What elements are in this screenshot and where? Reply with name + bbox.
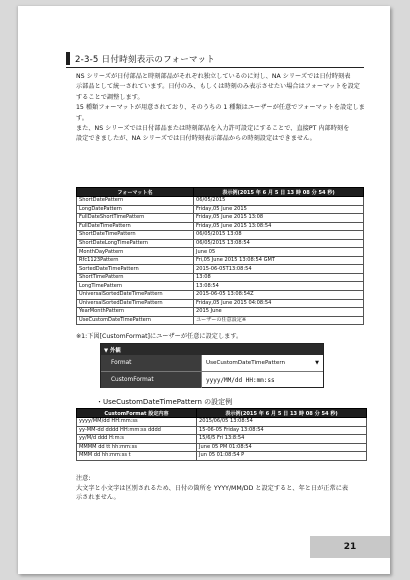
table-cell: ShortDateTimePattern [77,231,194,240]
table-cell: 2015-06-05 13:08:54Z [194,291,364,300]
table-cell: ShortDateLongTimePattern [77,239,194,248]
table-cell: 15-06-05 Friday 13:08:54 [197,426,367,435]
table-cell: UniversalSortedDateTimePattern [77,291,194,300]
table-cell: yyyy/MM/dd HH:mm:ss [77,418,197,427]
table-row [77,426,367,435]
heading-bar [66,52,70,65]
intro-line: 設定できましたが、NA シリーズでは日付時刻表示部品からの時刻設定はできません。 [76,135,316,143]
intro-line: することで調整します。 [76,93,144,101]
table-cell: LongDatePattern [77,205,194,214]
intro-line: 示部品として統一されています。日付のみ、もしくは時刻のみ表示させたい場合はフォーマットを設定 [76,83,360,91]
table-cell: FullDateShortTimePattern [77,214,194,223]
caution-note [76,474,366,503]
table-cell: 15/6/5 Fri 13:8:54 [197,435,367,444]
property-panel [100,343,324,388]
table-cell: Friday,05 June 2015 13:08:54 [194,222,364,231]
table-row [77,308,364,317]
page-number: 21 [310,536,390,558]
section-heading [66,50,364,68]
example-subheading: ・UseCustomDateTimePattern の設定例 [96,398,233,406]
column-header: 表示例(2015 年 6 月 5 日 13 時 08 分 54 秒) [197,409,367,418]
custom-table-body [77,418,367,461]
table-row [77,214,364,223]
custom-format-table [76,408,367,461]
property-row-format [101,355,323,371]
table-header-row [77,188,364,197]
table-cell: MMMM dd tt hh:mm:ss [77,443,197,452]
table-cell: Rfc1123Pattern [77,256,194,265]
table-cell: 2015/06/05 13:08:54 [197,418,367,427]
table-header-row [77,409,367,418]
table-cell: MMM dd hh:mm:ss t [77,452,197,461]
intro-line: また、NS シリーズでは日付部品または時刻部品を入力許可設定にすることで、直接PT 内部時刻を [76,125,350,133]
table-cell: LongTimePattern [77,282,194,291]
table-cell: ShortTimePattern [77,273,194,282]
table-row [77,197,364,206]
table-row [77,418,367,427]
table-row [77,282,364,291]
intro-line: 15 種類フォーマットが用意されており、そのうちの 1 種類はユーザーが任意でフォーマットを設定しま [76,104,365,112]
table-cell: 06/05/2015 13:08 [194,231,364,240]
table-row [77,443,367,452]
table-row [77,316,364,325]
table-cell: 06/05/2015 [194,197,364,206]
customformat-value: yyyy/MM/dd HH:mm:ss [206,376,275,384]
table-row [77,239,364,248]
table-cell: yy/M/d ddd H:m:s [77,435,197,444]
table-cell: ユーザーの任意設定※ [194,316,364,325]
table-cell: Friday,05 June 2015 04:08:54 [194,299,364,308]
format-value: UseCustomDateTimePattern [206,360,286,366]
table-row [77,299,364,308]
intro-text [76,72,366,145]
table-cell: 13:08 [194,273,364,282]
table-row [77,231,364,240]
customformat-input[interactable] [201,372,323,388]
table-cell: FullDateTimePattern [77,222,194,231]
caution-line: 示されません。 [76,494,120,502]
table-cell: 13:08:54 [194,282,364,291]
intro-line: す。 [76,114,88,122]
property-row-customformat [101,371,323,388]
table-cell: UniversalSortedDateTimePattern [77,299,194,308]
customformat-label: CustomFormat [101,372,201,388]
footnote: ※1:下図[CustomFormat]にユーザーが任意に設定します。 [76,333,243,340]
column-header: 表示例(2015 年 6 月 5 日 13 時 08 分 54 秒) [194,188,364,197]
table-cell: SortedDateTimePattern [77,265,194,274]
table-cell: Fri,05 June 2015 13:08:54 GMT [194,256,364,265]
table-cell: Friday,05 June 2015 13:08 [194,214,364,223]
table-row [77,222,364,231]
table-row [77,452,367,461]
table-cell: 2015 June [194,308,364,317]
format-label: Format [101,355,201,371]
table-row [77,256,364,265]
table-row [77,205,364,214]
table-cell: yy-MM-dd dddd HH:mm:ss dddd [77,426,197,435]
property-group-header[interactable]: ▼ 外観 [101,344,323,355]
format-dropdown[interactable] [201,355,323,371]
table-cell: Friday,05 June 2015 [194,205,364,214]
table-cell: Jun 05 01:08:54 P [197,452,367,461]
table-cell: MonthDayPattern [77,248,194,257]
intro-line: NS シリーズが日付部品と時刻部品がそれぞれ独立しているのに対し、NA シリーズでは日付時刻表 [76,73,351,80]
table-row [77,248,364,257]
section-title: 2-3-5 日付時刻表示のフォーマット [75,54,216,65]
table-cell: 2015-06-05T13:08:54 [194,265,364,274]
table-cell: 06/05/2015 13:08:54 [194,239,364,248]
document-page [18,6,390,574]
format-table-body [77,197,364,325]
table-row [77,435,367,444]
format-table [76,187,364,325]
table-cell: June 05 PM 01:08:54 [197,443,367,452]
column-header: CustomFormat 設定内容 [77,409,197,418]
table-cell: ShortDatePattern [77,197,194,206]
chevron-down-icon: ▼ [315,360,319,366]
column-header: フォーマット名 [77,188,194,197]
table-row [77,291,364,300]
caution-line: 大文字と小文字は区別されるため、日付の箇所を YYYY/MM/DD と設定すると、年と日が正常に表 [76,484,349,492]
table-row [77,273,364,282]
table-cell: June 05 [194,248,364,257]
table-cell: UseCustomDateTimePattern [77,316,194,325]
table-cell: YearMonthPattern [77,308,194,317]
caution-line: 注意: [76,475,91,482]
table-row [77,265,364,274]
